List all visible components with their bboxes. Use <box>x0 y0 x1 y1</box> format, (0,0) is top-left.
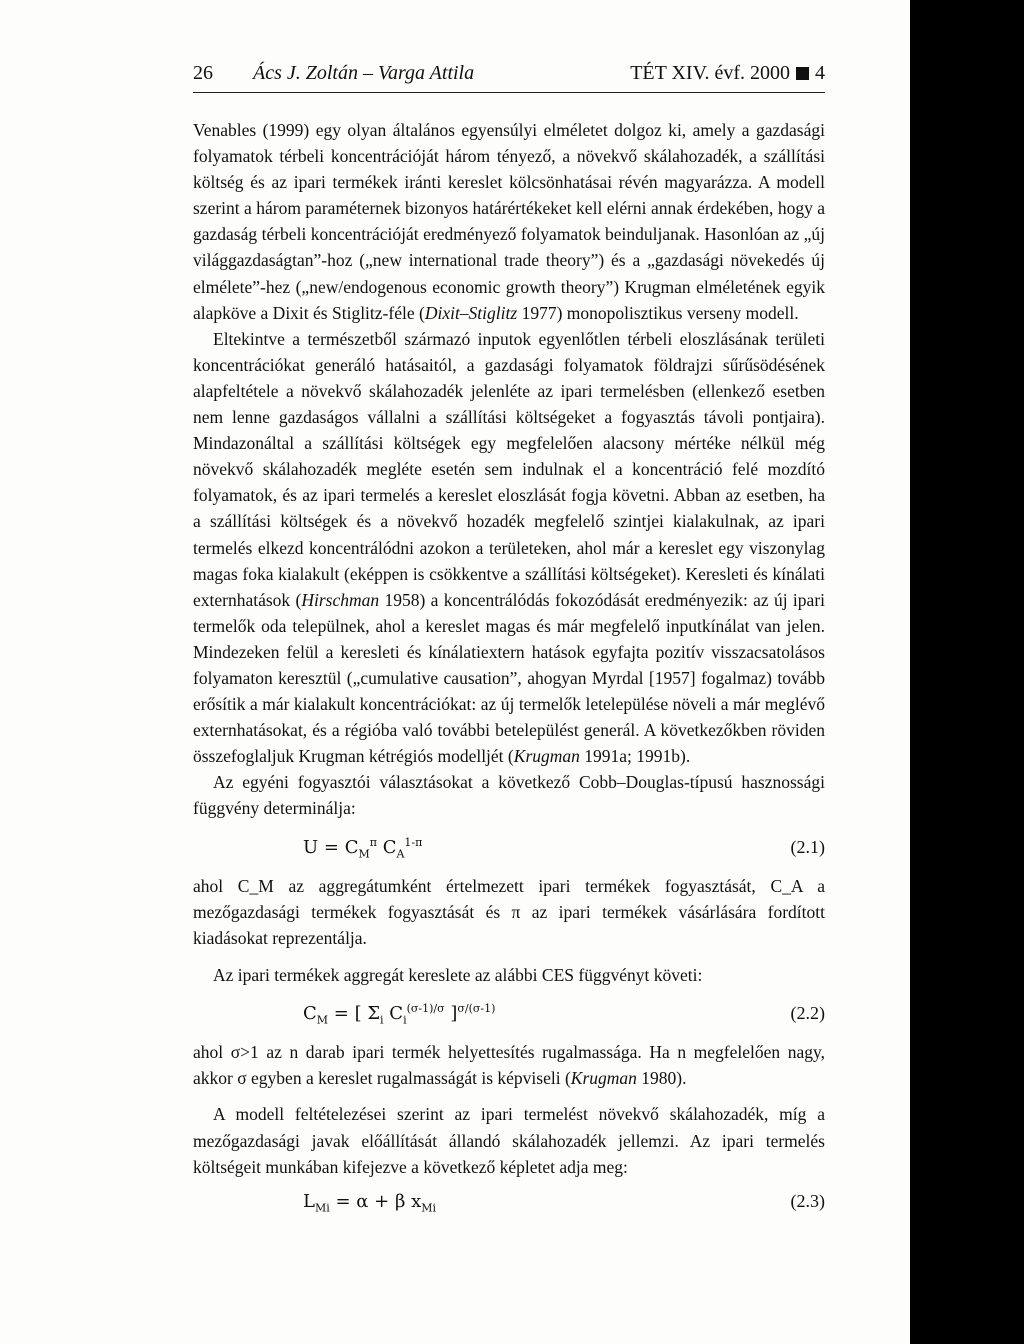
paragraph-7: A modell feltételezései szerint az ipari termelést növekvő skálahozadék, míg a mezőgazdasági javak előállítását állandó skálahozadék jellemzi. Az ipari termelés költségeit munkában kifejezve a következő képletet adja meg: <box>193 1104 825 1177</box>
paragraph-2-part-c: 1991a; 1991b). <box>579 746 691 767</box>
header-issue: 4 <box>815 62 825 84</box>
citation-krugman-1991: Krugman <box>513 746 580 767</box>
paragraph-1-end: 1977) monopolisztikus verseny modell. <box>521 302 799 323</box>
header-journal: TÉT XIV. évf. 2000 <box>630 62 790 84</box>
paragraph-2-part-b: 1958) a koncentrálódás fokozódását eredményezik: az új ipari termelők oda települnek, ahol a kereslet magas és már megfelelő inputkínálat van jelen. Mindezeken felül a keresleti és kínálatiextern hatások egyfajta pozitív visszacsatolásos folyamaton keresztül („cumulative causation”, ahogyan Myrdal [1957] fogalmaz) tovább erősítik a már kialakult koncentrációkat: az új termelők letelepülése növeli a már meglévő externhatásokat, és a régióba való további betelepülést generál. A következőkben röviden összefoglaljuk Krugman kétrégiós modelljét ( <box>193 589 826 767</box>
paragraph-2-part-a: Eltekintve a természetből származó inputok egyenlőtlen térbeli eloszlásának területi koncentrációkat generáló hatásaitól, a gazdasági folyamatok földrajzi sűrűsödésének alapfeltétele a növekvő skálahozadék jelenléte az ipari termelésben (ellenkező esetben nem lenne gazdaságos vállalni a szállítási költségeket a fogyasztás távoli pontjaira). Mindazonáltal a szállítási költségek egy megfelelően alacsony mértéke nélkül még növekvő skálahozadék megléte esetén sem indulnak el a koncentráció felé mozdító folyamatok, és az ipari termelés a kereslet eloszlását fogja követni. Abban az esetben, ha a szállítási költségek és a növekvő hozadék megfelelő szintjei kialakulnak, az ipari termelés elkezd koncentrálódni azokon a területeken, ahol már a kereslet egy viszonylag magas foka kialakult (eképpen is csökkentve a szállítási költségeket). Keresleti és kínálati externhatások ( <box>193 328 825 610</box>
citation-hirschman: Hirschman <box>301 589 380 610</box>
citation-krugman-1980: Krugman <box>570 1068 637 1089</box>
utility-function: $U = C_M^\pi$ $C_A^{1-\pi}$ <box>303 835 423 861</box>
formula-number-2-2: (2.2) <box>790 1002 825 1023</box>
paragraph-5: Az ipari termékek aggregát kereslete az alábbi CES függvényt követi: <box>213 964 703 985</box>
header-authors: Ács J. Zoltán – Varga Attila <box>253 62 475 84</box>
formula-2-2 <box>193 996 825 1034</box>
scan-black-margin <box>910 0 1024 1344</box>
formula-number-2-3: (2.3) <box>790 1190 825 1211</box>
labor-cost-function: $L_{Mi} = \alpha + \beta$ $x_{Mi}$ <box>303 1190 437 1215</box>
running-header <box>193 60 825 93</box>
article-body <box>193 117 825 1227</box>
citation-dixit-stiglitz: Dixit–Stiglitz <box>424 302 518 323</box>
paragraph-1: Venables (1999) egy olyan általános egyensúlyi elméletet dolgoz ki, amely a gazdasági folyamatok térbeli koncentrációját három tényező, a növekvő skálahozadék, a szállítási költség és az ipari termékek iránti kereslet kölcsönhatásai révén magyarázza. A modell szerint a három paraméternek bizonyos határértékeket kell elérni annak érdekében, hogy a gazdaság térbeli koncentrációját eredményező folyamatok beinduljanak. Hasonlóan az „új világgazdaságtan”-hoz („new international trade theory”) és a „gazdasági növekedés új elmélete”-hez („new/endogenous economic growth theory”) Krugman elméletének egyik alapköve a Dixit és Stiglitz-féle (Dixit–Stiglitz 1977) monopolisztikus verseny modell. <box>193 120 825 323</box>
paragraph-4: ahol C_M az aggregátumként értelmezett ipari termékek fogyasztását, C_A a mezőgazdasági termékek fogyasztását és π az ipari termékek vásárlására fordított kiadásokat reprezentálja. <box>193 876 825 949</box>
ces-function: $C_M$ = [ $\Sigma_i$ $C_i^{(\sigma-1)/\sigma}$ ]$^{\sigma/(\sigma-1)}$ <box>303 1001 496 1027</box>
paragraph-1-text: Venables (1999) egy olyan általános egyensúlyi elméletet dolgoz ki, amely a gazdasági folyamatok térbeli koncentrációját három tényező, a növekvő skálahozadék, a szállítási költség és az ipari termékek iránti kereslet kölcsönhatásai révén magyarázza. A modell szerint a három paraméternek bizonyos határértékeket kell elérni annak érdekében, hogy a gazdaság térbeli koncentrációját eredményező folyamatok beinduljanak. Hasonlóan az „új világgazdaságtan”-hoz („new international trade theory”) és a „gazdasági növekedés új elmélete”-hez („new/endogenous economic growth theory”) Krugman elméletének egyik alapköve a Dixit és Stiglitz-féle <box>193 120 825 323</box>
formula-number-2-1: (2.1) <box>790 836 825 857</box>
paragraph-6 <box>193 1039 825 1091</box>
paragraph-2 <box>193 326 825 770</box>
paragraph-3: Az egyéni fogyasztói választásokat a következő Cobb–Douglas-típusú hasznossági függvény determinálja: <box>193 772 825 819</box>
paragraph-6-part-a: ahol σ>1 az n darab ipari termék helyettesítés rugalmassága. Ha n megfelelően nagy, akkor σ egyben a kereslet rugalmasságát is képviseli ( <box>193 1042 825 1089</box>
formula-2-3 <box>193 1188 825 1222</box>
paragraph-6-part-b: 1980). <box>636 1068 687 1089</box>
page-number: 26 <box>193 62 213 84</box>
formula-2-1 <box>193 830 825 868</box>
square-bullet-icon <box>796 67 809 80</box>
